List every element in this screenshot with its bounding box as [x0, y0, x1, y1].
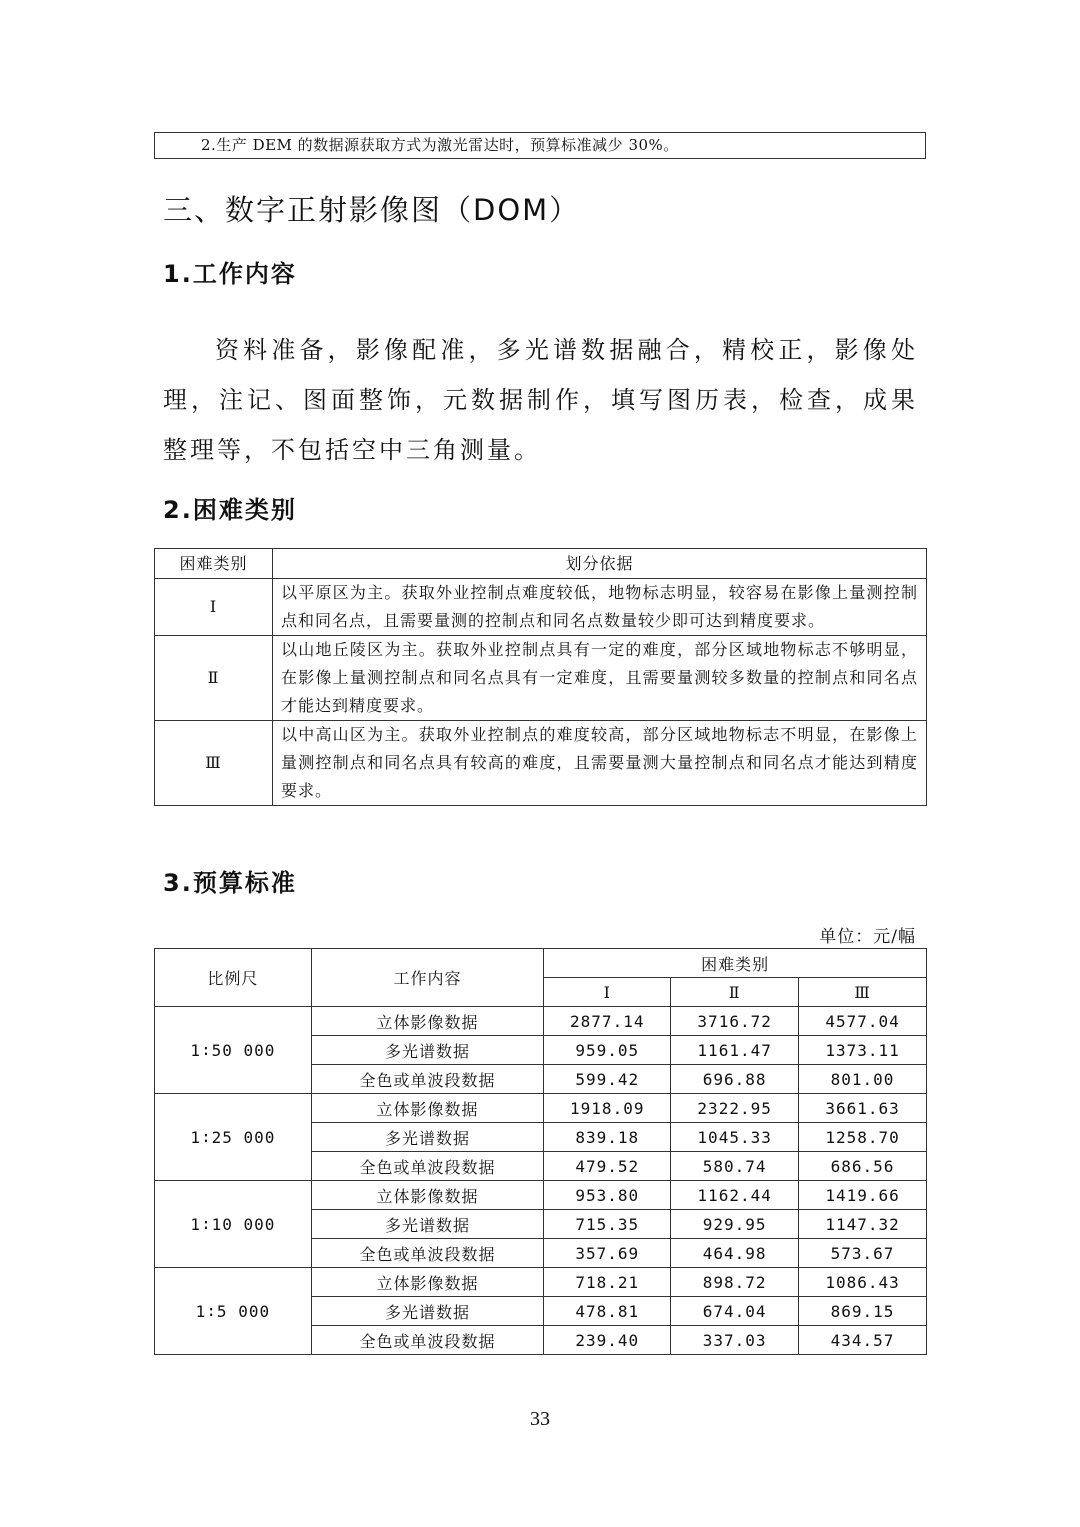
subsection-title-budget: 3.预算标准: [163, 869, 297, 897]
price-cell: 357.69: [544, 1239, 671, 1268]
note-box: [154, 132, 926, 159]
price-cell: 1162.44: [671, 1181, 799, 1210]
header-scale: 比例尺: [155, 949, 312, 1007]
price-cell: 479.52: [544, 1152, 671, 1181]
price-cell: 434.57: [799, 1326, 927, 1355]
price-cell: 959.05: [544, 1036, 671, 1065]
price-cell: 337.03: [671, 1326, 799, 1355]
price-cell: 1918.09: [544, 1094, 671, 1123]
scale-cell: 1∶10 000: [155, 1181, 312, 1268]
content-cell: 立体影像数据: [311, 1094, 544, 1123]
table-row: [155, 1268, 927, 1297]
content-cell: 全色或单波段数据: [311, 1065, 544, 1094]
header-level-2: Ⅱ: [671, 978, 799, 1007]
price-cell: 801.00: [799, 1065, 927, 1094]
price-cell: 1147.32: [799, 1210, 927, 1239]
header-level-1: Ⅰ: [544, 978, 671, 1007]
content-cell: 全色或单波段数据: [311, 1239, 544, 1268]
difficulty-basis: 以山地丘陵区为主。获取外业控制点具有一定的难度，部分区域地物标志不够明显，在影像上量测控制点和同名点具有一定难度，且需要量测较多数量的控制点和同名点才能达到精度要求。: [273, 636, 927, 721]
price-cell: 696.88: [671, 1065, 799, 1094]
price-cell: 718.21: [544, 1268, 671, 1297]
note-text: 2.生产 DEM 的数据源获取方式为激光雷达时，预算标准减少 30%。: [201, 136, 679, 154]
difficulty-table-header: [155, 549, 927, 579]
price-cell: 1045.33: [671, 1123, 799, 1152]
section-title: 三、数字正射影像图（DOM）: [163, 193, 581, 227]
scale-cell: 1∶25 000: [155, 1094, 312, 1181]
price-cell: 580.74: [671, 1152, 799, 1181]
content-cell: 多光谱数据: [311, 1210, 544, 1239]
difficulty-basis: 以平原区为主。获取外业控制点难度较低，地物标志明显，较容易在影像上量测控制点和同名点，且需要量测的控制点和同名点数量较少即可达到精度要求。: [273, 579, 927, 636]
header-difficulty: 困难类别: [155, 549, 273, 579]
price-cell: 1373.11: [799, 1036, 927, 1065]
price-cell: 1161.47: [671, 1036, 799, 1065]
content-cell: 全色或单波段数据: [311, 1326, 544, 1355]
page-number: 33: [530, 1408, 550, 1430]
header-basis: 划分依据: [273, 549, 927, 579]
difficulty-basis: 以中高山区为主。获取外业控制点的难度较高，部分区域地物标志不明显，在影像上量测控制点和同名点具有较高的难度，且需要量测大量控制点和同名点才能达到精度要求。: [273, 721, 927, 806]
difficulty-level: Ⅰ: [155, 579, 273, 636]
price-cell: 715.35: [544, 1210, 671, 1239]
price-cell: 4577.04: [799, 1007, 927, 1036]
price-cell: 2877.14: [544, 1007, 671, 1036]
table-row: [155, 721, 927, 806]
price-cell: 3716.72: [671, 1007, 799, 1036]
content-cell: 立体影像数据: [311, 1007, 544, 1036]
price-cell: 674.04: [671, 1297, 799, 1326]
price-cell: 953.80: [544, 1181, 671, 1210]
price-cell: 478.81: [544, 1297, 671, 1326]
price-cell: 573.67: [799, 1239, 927, 1268]
price-cell: 869.15: [799, 1297, 927, 1326]
price-cell: 686.56: [799, 1152, 927, 1181]
content-cell: 多光谱数据: [311, 1036, 544, 1065]
unit-label: 单位：元/幅: [819, 927, 916, 947]
header-level-3: Ⅲ: [799, 978, 927, 1007]
header-content: 工作内容: [311, 949, 544, 1007]
price-cell: 839.18: [544, 1123, 671, 1152]
table-row: [155, 636, 927, 721]
price-cell: 3661.63: [799, 1094, 927, 1123]
scale-cell: 1∶50 000: [155, 1007, 312, 1094]
price-cell: 929.95: [671, 1210, 799, 1239]
price-cell: 2322.95: [671, 1094, 799, 1123]
table-row: [155, 1094, 927, 1123]
price-cell: 599.42: [544, 1065, 671, 1094]
header-difficulty: 困难类别: [544, 949, 927, 978]
budget-header-row-1: [155, 949, 927, 978]
table-row: [155, 1181, 927, 1210]
content-cell: 多光谱数据: [311, 1123, 544, 1152]
content-cell: 立体影像数据: [311, 1181, 544, 1210]
table-row: [155, 579, 927, 636]
content-cell: 立体影像数据: [311, 1268, 544, 1297]
difficulty-level: Ⅲ: [155, 721, 273, 806]
price-cell: 1086.43: [799, 1268, 927, 1297]
content-cell: 全色或单波段数据: [311, 1152, 544, 1181]
budget-body: [155, 1007, 927, 1355]
subsection-title-work-content: 1.工作内容: [163, 260, 297, 288]
scale-cell: 1∶5 000: [155, 1268, 312, 1355]
budget-table: [154, 948, 927, 1355]
price-cell: 1419.66: [799, 1181, 927, 1210]
subsection-title-difficulty: 2.困难类别: [163, 496, 297, 524]
price-cell: 898.72: [671, 1268, 799, 1297]
price-cell: 464.98: [671, 1239, 799, 1268]
content-cell: 多光谱数据: [311, 1297, 544, 1326]
difficulty-level: Ⅱ: [155, 636, 273, 721]
price-cell: 1258.70: [799, 1123, 927, 1152]
table-row: [155, 1007, 927, 1036]
difficulty-table: [154, 548, 927, 806]
work-content-paragraph: 资料准备，影像配准，多光谱数据融合，精校正，影像处理，注记、图面整饰，元数据制作，填写图历表，检查，成果整理等，不包括空中三角测量。: [163, 336, 918, 464]
price-cell: 239.40: [544, 1326, 671, 1355]
